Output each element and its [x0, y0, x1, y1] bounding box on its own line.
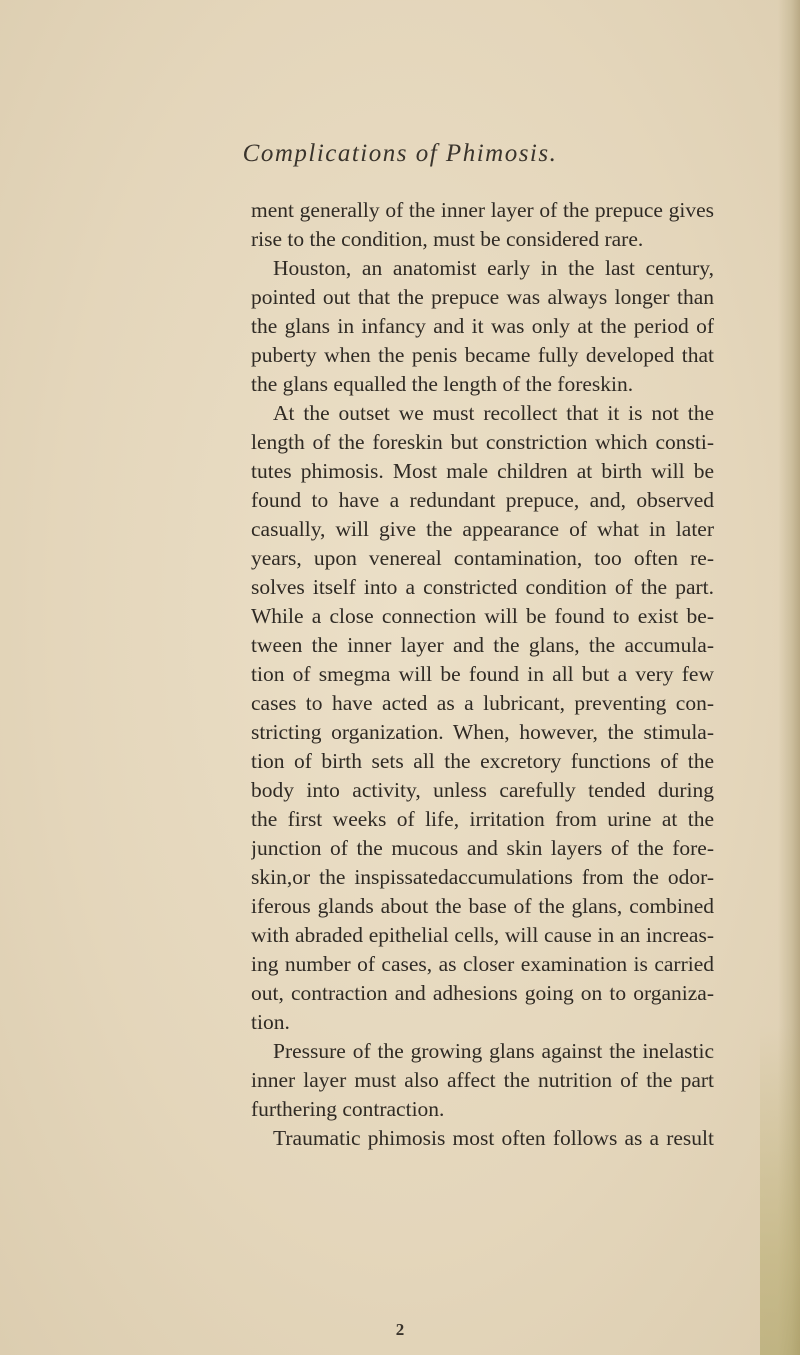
text-line: body into activity, unless carefully tended during	[251, 778, 714, 802]
text-line: Pressure of the growing glans against the inelastic	[273, 1039, 714, 1063]
text-line: tween the inner layer and the glans, the accumula-	[251, 633, 714, 657]
running-head: Complications of Phimosis.	[242, 140, 558, 167]
text-line: solves itself into a constricted condition of the part.	[251, 575, 714, 599]
text-line: length of the foreskin but constriction which consti-	[251, 430, 714, 454]
text-line: with abraded epithelial cells, will cause in an increas-	[251, 923, 714, 947]
text-line: tion.	[251, 1010, 290, 1034]
text-line: ment generally of the inner layer of the prepuce gives	[251, 198, 714, 222]
text-line: pointed out that the prepuce was always longer than	[251, 285, 714, 309]
text-line: junction of the mucous and skin layers of the fore-	[251, 836, 714, 860]
text-line: puberty when the penis became fully developed that	[251, 343, 714, 367]
text-line: found to have a redundant prepuce, and, observed	[251, 488, 714, 512]
text-line: rise to the condition, must be considered rare.	[251, 227, 644, 251]
text-line: tion of smegma will be found in all but a very few	[251, 662, 714, 686]
text-line: Traumatic phimosis most often follows as a result	[273, 1126, 714, 1150]
text-line: skin,or the inspissatedaccumulations from the odor-	[251, 865, 714, 889]
text-line: While a close connection will be found to exist be-	[251, 604, 714, 628]
text-line: the glans equalled the length of the foreskin.	[251, 372, 634, 396]
text-line: the glans in infancy and it was only at the period of	[251, 314, 714, 338]
page-stain	[760, 1025, 800, 1355]
body-text	[251, 196, 714, 1153]
text-line: furthering contraction.	[251, 1097, 445, 1121]
text-line: Houston, an anatomist early in the last century,	[273, 256, 714, 280]
text-line: tion of birth sets all the excretory functions of the	[251, 749, 714, 773]
text-line: ing number of cases, as closer examination is carried	[251, 952, 714, 976]
text-line: inner layer must also affect the nutrition of the part	[251, 1068, 714, 1092]
text-line: casually, will give the appearance of what in later	[251, 517, 714, 541]
text-line: the first weeks of life, irritation from urine at the	[251, 807, 714, 831]
text-line: out, contraction and adhesions going on to organiza-	[251, 981, 714, 1005]
text-line: stricting organization. When, however, the stimula-	[251, 720, 714, 744]
text-line: iferous glands about the base of the glans, combined	[251, 894, 714, 918]
text-line: years, upon venereal contamination, too often re-	[251, 546, 714, 570]
text-line: tutes phimosis. Most male children at birth will be	[251, 459, 714, 483]
page-number: 2	[395, 1320, 405, 1339]
text-line: At the outset we must recollect that it is not the	[273, 401, 714, 425]
text-line: cases to have acted as a lubricant, preventing con-	[251, 691, 714, 715]
